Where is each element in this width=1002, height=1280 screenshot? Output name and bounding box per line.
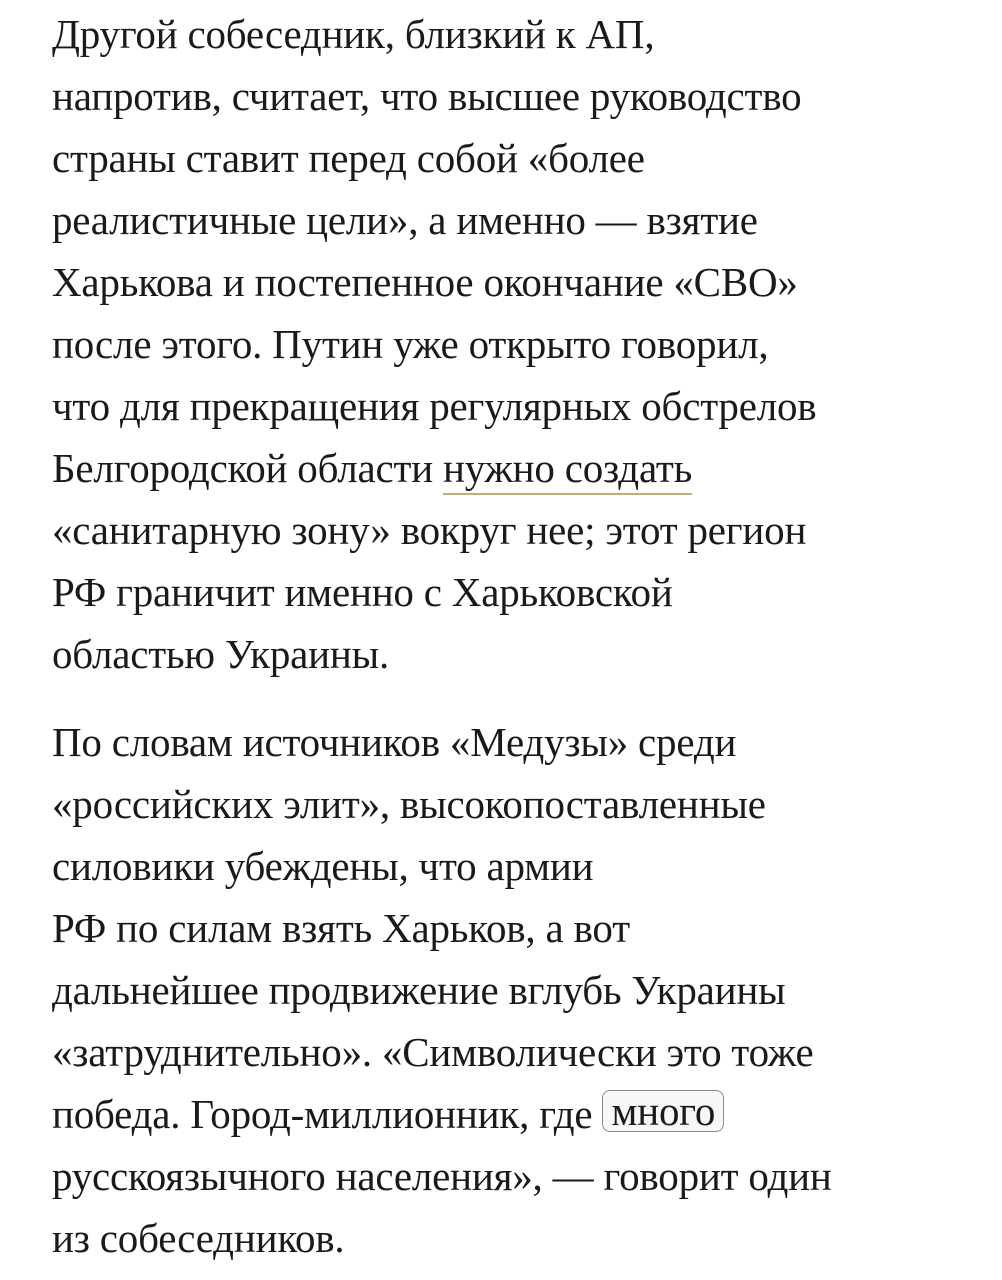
text-line: из собеседников. [52, 1215, 345, 1261]
text-line-with-link [52, 437, 816, 499]
text-line: По словам источников «Медузы» среди [52, 719, 737, 765]
text-line: «санитарную зону» вокруг нее; этот регион [52, 507, 807, 553]
paragraph-2 [52, 711, 832, 1269]
text-line: областью Украины. [52, 631, 390, 677]
text-line: РФ граничит именно с Харьковской [52, 569, 673, 615]
text-line: после этого. Путин уже открыто говорил, [52, 321, 769, 367]
text-line: что для прекращения регулярных обстрелов [52, 383, 817, 429]
text-line-with-pill [52, 1083, 832, 1145]
text-line: напротив, считает, что высшее руководство [52, 73, 802, 119]
highlight-pill-button[interactable]: много [602, 1090, 724, 1132]
text-line: реалистичные цели», а именно — взятие [52, 197, 758, 243]
text-line: силовики убеждены, что армии [52, 843, 594, 889]
text-segment: победа. Город-миллионник, где [52, 1091, 603, 1137]
text-line: русскоязычного населения», — говорит один [52, 1153, 832, 1199]
text-line: РФ по силам взять Харьков, а вот [52, 905, 630, 951]
text-line: «российских элит», высокопоставленные [52, 781, 766, 827]
text-line: страны ставит перед собой «более [52, 135, 645, 181]
text-line: Харькова и постепенное окончание «СВО» [52, 259, 798, 305]
text-line: «затруднительно». «Символически это тоже [52, 1029, 814, 1075]
sanitary-zone-link[interactable]: нужно создать [443, 445, 692, 495]
paragraph-1 [52, 3, 816, 685]
text-segment: Белгородской области [52, 445, 444, 491]
text-line: Другой собеседник, близкий к АП, [52, 11, 655, 57]
text-line: дальнейшее продвижение вглубь Украины [52, 967, 786, 1013]
